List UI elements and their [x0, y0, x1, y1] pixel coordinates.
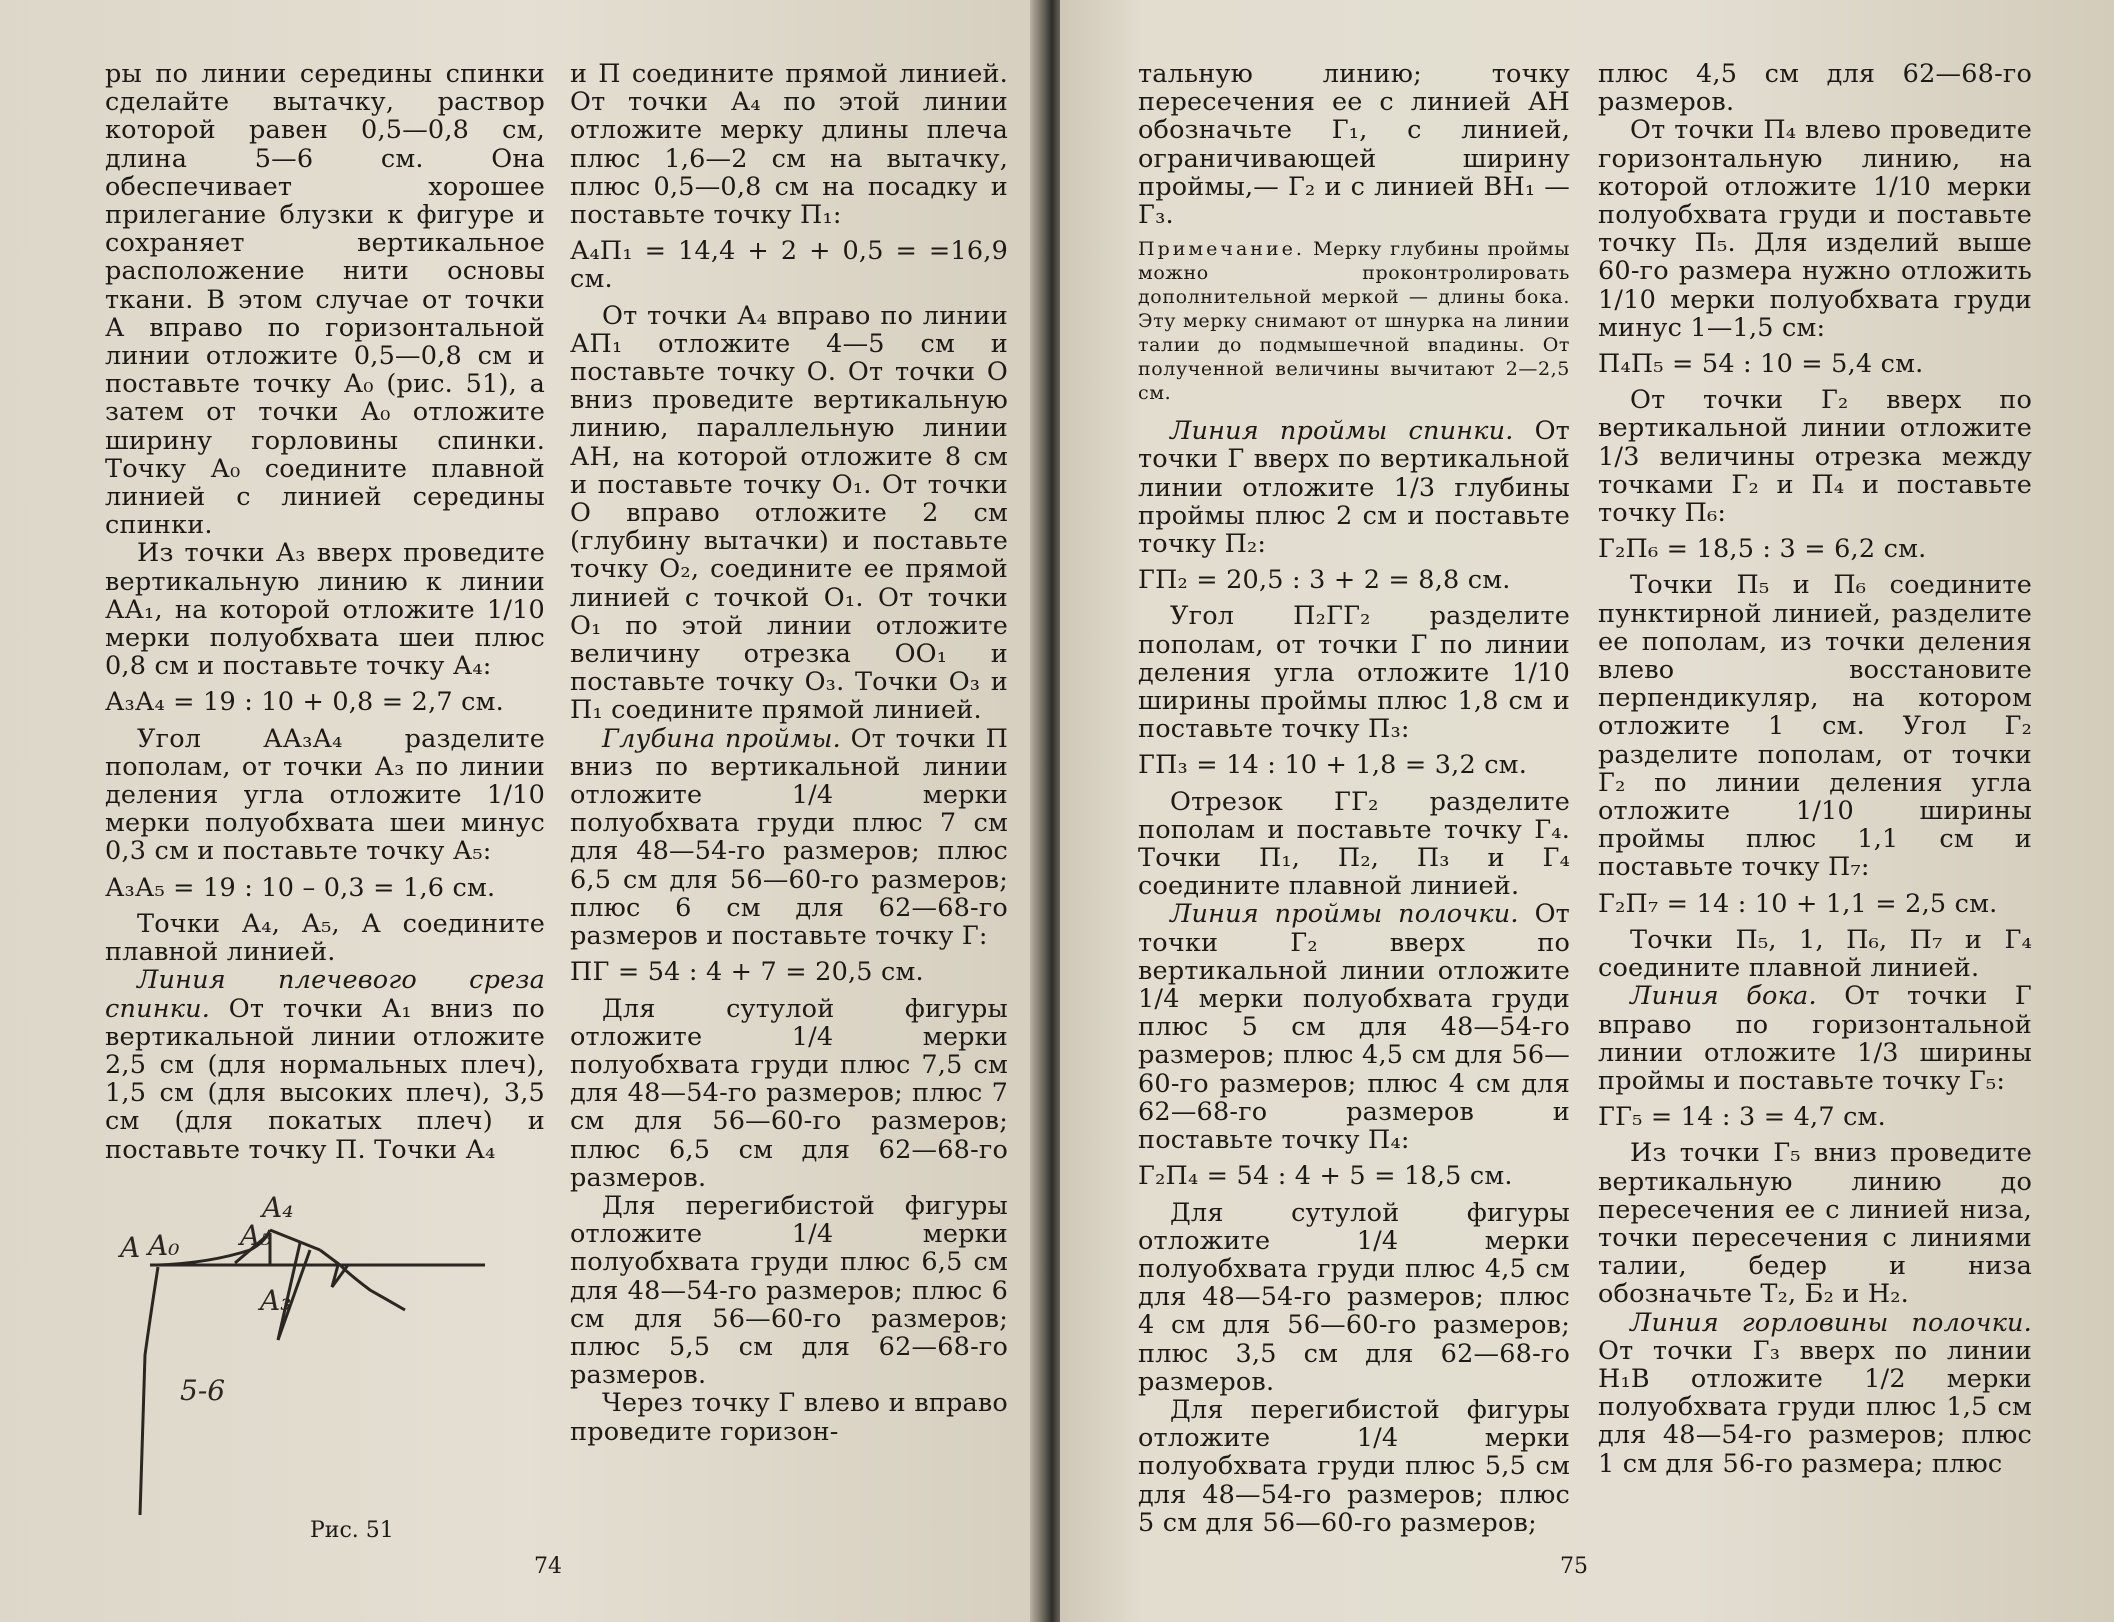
- paragraph-text: От точки А₁ вниз по вертикальной линии отложите 2,5 см (для нормальных плеч), 1,5 см (для высоких плеч), 3,5 см (для покатых плеч) и поставьте точку П. Точки А₄: [105, 993, 545, 1165]
- paragraph: Точки А₄, А₅, А соедините плавной линией.: [105, 908, 545, 968]
- label-a4: A₄: [262, 1191, 294, 1224]
- note-label: Примечание.: [1138, 238, 1305, 261]
- figure-caption: Рис. 51: [310, 1518, 394, 1543]
- paragraph: Из точки А₃ вверх проведите вертикальную линию к линии АА₁, на которой отложите 1/10 мерки полуобхвата шеи плюс 0,8 см и поставьте точку А₄:: [105, 538, 545, 682]
- paragraph-text: От точки П вниз по вертикальной линии отложите 1/4 мерки полуобхвата груди плюс 7 см для 48—54-го размеров; плюс 6,5 см для 56—60-го размеров; плюс 6 см для 62—68-го размеров и поставьте точку Г:: [570, 723, 1009, 952]
- paragraph: Для перегибистой фигуры отложите 1/4 мерки полуобхвата груди плюс 6,5 см для 48—54-го размеров; плюс 6 см для 56—60-го размеров; плюс 5,5 см для 62—68-го размеров.: [570, 1190, 1008, 1391]
- paragraph: Точки П₅, 1, П₆, П₇ и Г₄ соедините плавной линией.: [1598, 924, 2032, 984]
- section-heading: Линия проймы полочки.: [1170, 899, 1519, 930]
- section-heading: Линия проймы спинки.: [1170, 416, 1514, 447]
- formula: П₄П₅ = 54 : 10 = 5,4 см.: [1598, 349, 1924, 380]
- armhole-curve: [340, 1265, 405, 1310]
- paragraph: От точки П₄ влево проведите горизонтальную линию, на которой отложите 1/10 мерки полуобхвата груди и поставьте точку П₅. Для изделий выше 60-го размера нужно отложить 1/10 мерки полуобхвата груди минус 1—1,5 см:: [1598, 115, 2032, 343]
- formula: ГП₂ = 20,5 : 3 + 2 = 8,8 см.: [1138, 565, 1511, 596]
- paragraph: Отрезок ГГ₂ разделите пополам и поставьте точку Г₄. Точки П₁, П₂, П₃ и Г₄ соедините плавной линией.: [1138, 786, 1570, 902]
- formula: ГП₃ = 14 : 10 + 1,8 = 3,2 см.: [1138, 750, 1528, 781]
- shoulder-line: [270, 1230, 320, 1250]
- paragraph: От точки А₄ вправо по линии АП₁ отложите 4—5 см и поставьте точку О. От точки О вниз проведите вертикальную линию, параллельную линии АН, на которой отложите 8 см и поставьте точку О₁. От точки О вправо отложите 2 см (глубину вытачки) и поставьте точку О₂, соедините ее прямой линией с точкой О₁. От точки О₁ по этой линии отложите величину отрезка ОО₁ и поставьте точку О₃. Точки О₃ и П₁ соедините прямой линией.: [570, 300, 1008, 726]
- formula: ПГ = 54 : 4 + 7 = 20,5 см.: [570, 957, 924, 988]
- back-center-line: [140, 1267, 158, 1515]
- paragraph: [1598, 1309, 2032, 1478]
- paragraph: Точки П₅ и П₆ соедините пунктирной линией, разделите ее пополам, из точки деления влево восстановите перпендикуляр, на котором отложите 1 см. Угол Г₂ разделите пополам, от точки Г₂ по линии деления угла отложите 1/10 ширины проймы плюс 1,1 см и поставьте точку П₇:: [1598, 570, 2032, 883]
- note: [1138, 237, 1570, 405]
- paragraph-text: От точки Г вверх по вертикальной линии отложите 1/3 глубины проймы плюс 2 см и поставьте точку П₂:: [1138, 416, 1570, 560]
- paragraph: тальную линию; точку пересечения ее с линией АН обозначьте Г₁, с линией, ограничивающей ширину проймы,— Г₂ и с линией ВН₁ — Г₃.: [1138, 59, 1570, 231]
- label-a3: A₃: [260, 1284, 292, 1317]
- note-text: Мерку глубины проймы можно проконтролировать дополнительной меркой — длины бока. Эту мерку снимают от шнурка на линии талии до подмышечной впадины. От полученной величины вычитают 2—2,5 см.: [1138, 238, 1571, 405]
- paragraph: плюс 4,5 см для 62—68-го размеров.: [1598, 59, 2032, 118]
- formula: Г₂П₇ = 14 : 10 + 1,1 = 2,5 см.: [1598, 888, 1998, 919]
- paragraph: Угол АА₃А₄ разделите пополам, от точки А₃ по линии деления угла отложите 1/10 мерки полуобхвата шеи минус 0,3 см и поставьте точку А₅:: [105, 723, 545, 867]
- formula: А₄П₁ = 14,4 + 2 + 0,5 = =16,9 см.: [570, 236, 1008, 295]
- section-heading: Глубина проймы.: [602, 723, 841, 754]
- column-2: [570, 60, 1008, 1446]
- paragraph-text: От точки Г вправо по горизонтальной линии отложите 1/3 ширины проймы и поставьте точку Г₅:: [1598, 981, 2032, 1096]
- section-heading: Линия плечевого среза спинки.: [105, 965, 545, 1024]
- label-a0: A₀: [148, 1229, 180, 1262]
- column-1: [105, 60, 545, 1164]
- formula: А₃А₅ = 19 : 10 – 0,3 = 1,6 см.: [105, 872, 496, 903]
- formula: А₃А₄ = 19 : 10 + 0,8 = 2,7 см.: [105, 687, 504, 718]
- paragraph: [1598, 982, 2032, 1095]
- paragraph-text: От точки Г₃ вверх по линии Н₁В отложите 1/2 мерки полуобхвата груди плюс 1,5 см для 48—54-го размеров; плюс 1 см для 56-го размера; плюс: [1598, 1335, 2032, 1479]
- shoulder-line: [320, 1250, 340, 1265]
- paragraph: [1138, 417, 1570, 558]
- paragraph: Для сутулой фигуры отложите 1/4 мерки полуобхвата груди плюс 4,5 см для 48—54-го размеров; плюс 4 см для 56—60-го размеров; плюс 3,5 см для 62—68-го размеров.: [1138, 1197, 1570, 1397]
- paragraph: Для перегибистой фигуры отложите 1/4 мерки полуобхвата груди плюс 5,5 см для 48—54-го размеров; плюс 5 см для 56—60-го размеров;: [1138, 1394, 1570, 1538]
- paragraph: Через точку Г влево и вправо проведите горизон-: [570, 1388, 1008, 1447]
- left-page: [0, 0, 1048, 1622]
- formula: Г₂П₆ = 18,5 : 3 = 6,2 см.: [1598, 534, 1927, 565]
- label-a: A: [120, 1231, 141, 1264]
- formula: Г₂П₄ = 54 : 4 + 5 = 18,5 см.: [1138, 1161, 1513, 1192]
- column-4: [1598, 60, 2032, 1478]
- paragraph: и П соедините прямой линией. От точки А₄ по этой линии отложите мерку длины плеча плюс 1,6—2 см на вытачку, плюс 0,5—0,8 см на посадку и поставьте точку П₁:: [570, 59, 1008, 231]
- paragraph: ры по линии середины спинки сделайте вытачку, раствор которой равен 0,5—0,8 см, длина 5—6 см. Она обеспечивает хорошее прилегание блузки к фигуре и сохраняет вертикальное расположение нити основы ткани. В этом случае от точки А вправо по горизонтальной линии отложите 0,5—0,8 см и поставьте точку А₀ (рис. 51), а затем от точки А₀ отложите ширину горловины спинки. Точку А₀ соедините плавной линией с линией середины спинки.: [105, 59, 545, 541]
- label-5-6: 5-6: [180, 1374, 226, 1407]
- paragraph: [105, 966, 545, 1163]
- page-number: 75: [1560, 1554, 1588, 1579]
- figure-51-pattern-drawing: [120, 1191, 490, 1515]
- column-3: [1138, 60, 1570, 1537]
- paragraph: Угол П₂ГГ₂ разделите пополам, от точки Г по линии деления угла отложите 1/10 ширины проймы плюс 1,8 см и поставьте точку П₃:: [1138, 601, 1570, 745]
- paragraph: Из точки Г₅ вниз проведите вертикальную линию до пересечения ее с линией низа, точки пересечения с линиями талии, бедер и низа обозначьте Т₂, Б₂ и Н₂.: [1598, 1138, 2032, 1310]
- paragraph: [1138, 900, 1570, 1154]
- section-heading: Линия бока.: [1630, 981, 1817, 1012]
- paragraph-text: От точки Г₂ вверх по вертикальной линии отложите 1/4 мерки полуобхвата груди плюс 5 см для 48—54-го размеров; плюс 4,5 см для 56—60-го размеров; плюс 4 см для 62—68-го размеров и поставьте точку П₄:: [1138, 899, 1570, 1156]
- formula: ГГ₅ = 14 : 3 = 4,7 см.: [1598, 1102, 1886, 1133]
- section-heading: Линия горловины полочки.: [1630, 1307, 2032, 1338]
- paragraph: От точки Г₂ вверх по вертикальной линии отложите 1/3 величины отрезка между точками Г₂ и П₄ и поставьте точку П₆:: [1598, 385, 2032, 529]
- paragraph: Для сутулой фигуры отложите 1/4 мерки полуобхвата груди плюс 7,5 см для 48—54-го размеров; плюс 7 см для 56—60-го размеров; плюс 6,5 см для 62—68-го размеров.: [570, 993, 1008, 1193]
- label-a5: A₅: [240, 1219, 272, 1252]
- paragraph: [570, 725, 1008, 951]
- side-dart: [332, 1265, 348, 1287]
- page-number: 74: [534, 1554, 562, 1579]
